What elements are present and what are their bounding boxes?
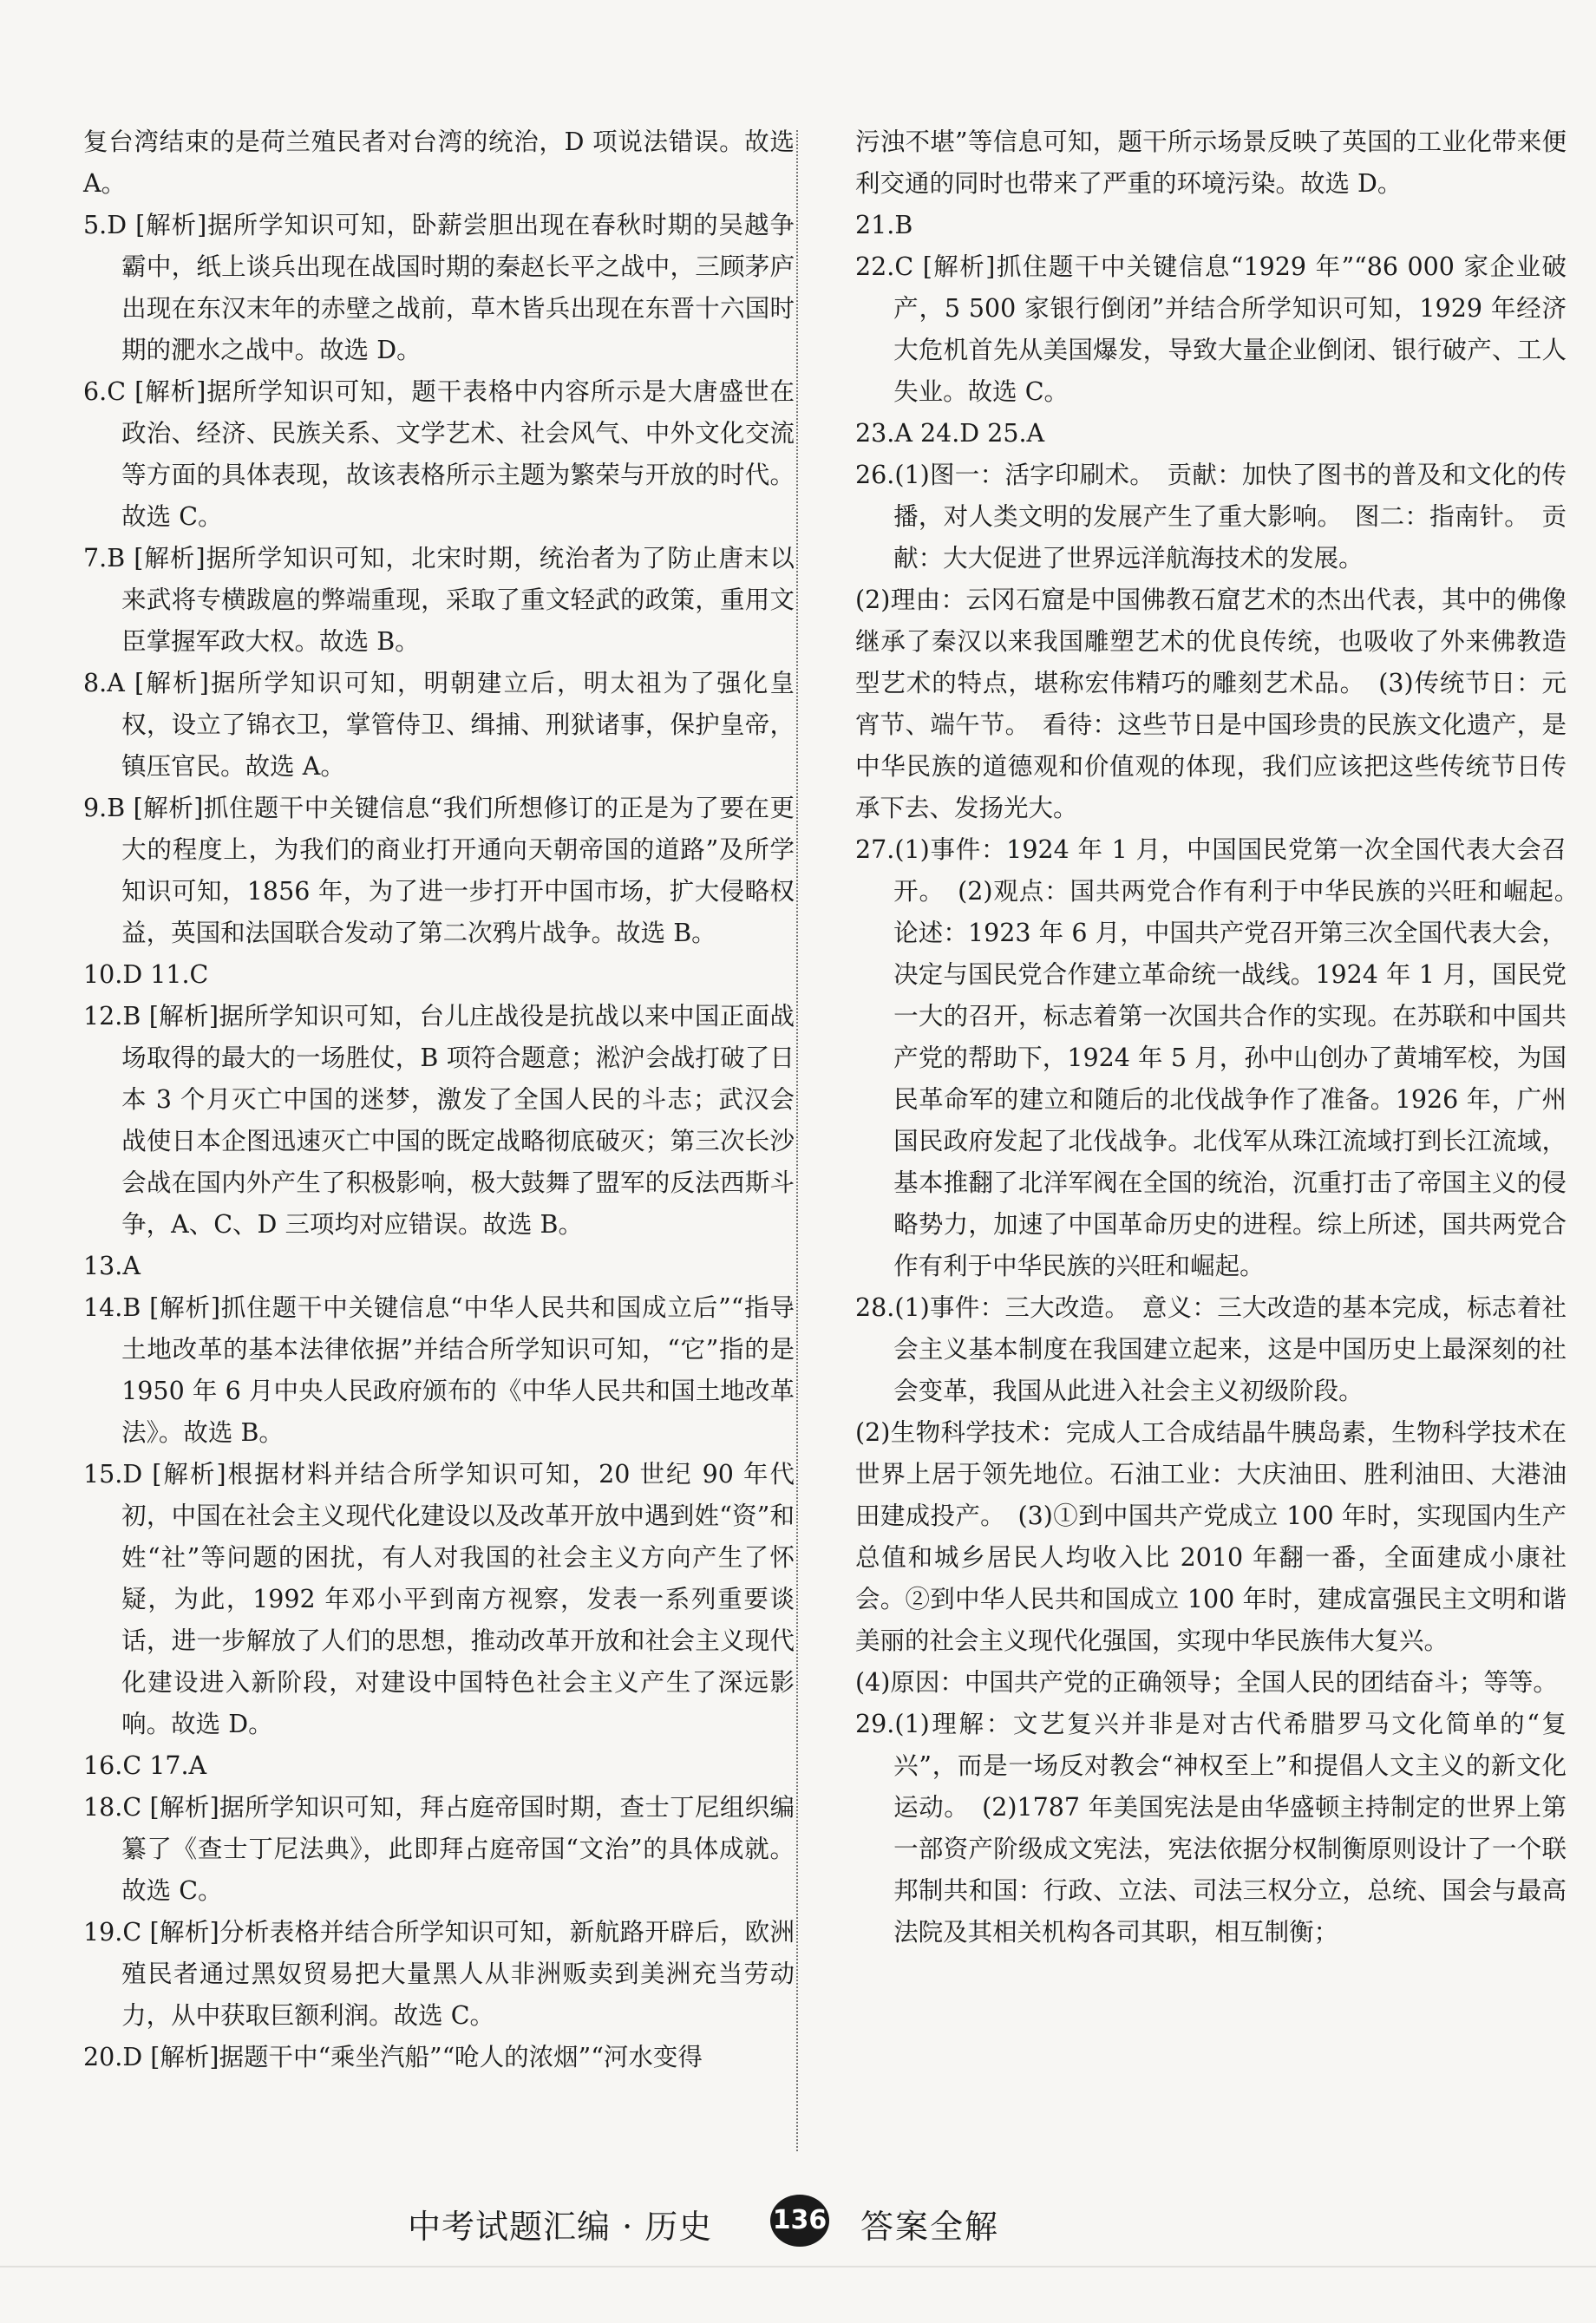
answer-entry: 28.(1)事件：三大改造。 意义：三大改造的基本完成，标志着社会主义基本制度在我国建立起来，这是中国历史上最深刻的社会变革，我国从此进入社会主义初级阶段。 bbox=[855, 1293, 1567, 1405]
answer-entry: 6.C [解析]据所学知识可知，题干表格中内容所示是大唐盛世在政治、经济、民族关系、文学艺术、社会风气、中外文化交流等方面的具体表现，故该表格所示主题为繁荣与开放的时代。故选 C。 bbox=[83, 377, 795, 531]
answer-entry: (2)理由：云冈石窟是中国佛教石窟艺术的杰出代表，其中的佛像继承了秦汉以来我国雕塑艺术的优良传统，也吸收了外来佛教造型艺术的特点，堪称宏伟精巧的雕刻艺术品。 (3)传统节日：元宵节、端午节。 看待：这些节日是中国珍贵的民族文化遗产，是中华民族的道德观和价值观的体现，我们应该把这些传统节日传承下去、发扬光大。 bbox=[855, 586, 1567, 822]
answer-entry: 13.A bbox=[83, 1252, 141, 1280]
book-title: 中考试题汇编 · 历史 bbox=[408, 2208, 713, 2246]
answer-entry: 复台湾结束的是荷兰殖民者对台湾的统治，D 项说法错误。故选 A。 bbox=[83, 128, 795, 198]
answer-entry: 16.C 17.A bbox=[83, 1751, 207, 1780]
section-title: 答案全解 bbox=[860, 2208, 1000, 2246]
answer-entry: 21.B bbox=[855, 211, 913, 239]
left-column bbox=[83, 121, 795, 2078]
bottom-edge bbox=[0, 2266, 1596, 2267]
page-footer bbox=[0, 2195, 1596, 2255]
answer-entry: (4)原因：中国共产党的正确领导；全国人民的团结奋斗；等等。 bbox=[855, 1668, 1558, 1697]
answer-entry: 26.(1)图一：活字印刷术。 贡献：加快了图书的普及和文化的传播，对人类文明的发展产生了重大影响。 图二：指南针。 贡献：大大促进了世界远洋航海技术的发展。 bbox=[855, 461, 1567, 573]
column-divider bbox=[796, 130, 798, 2151]
answer-entry: 23.A 24.D 25.A bbox=[855, 419, 1045, 448]
answer-entry: 18.C [解析]据所学知识可知，拜占庭帝国时期，查士丁尼组织编纂了《查士丁尼法典》，此即拜占庭帝国“文治”的具体成就。故选 C。 bbox=[83, 1793, 795, 1905]
answer-entry: 12.B [解析]据所学知识可知，台儿庄战役是抗战以来中国正面战场取得的最大的一场胜仗，B 项符合题意；淞沪会战打破了日本 3 个月灭亡中国的迷梦，激发了全国人民的斗志；武汉会战使日本企图迅速灭亡中国的既定战略彻底破灭；第三次长沙会战在国内外产生了积极影响，极大鼓舞了盟军的反法西斯斗争，A、C、D 三项均对应错误。故选 B。 bbox=[83, 1002, 795, 1239]
answer-entry: 7.B [解析]据所学知识可知，北宋时期，统治者为了防止唐末以来武将专横跋扈的弊端重现，采取了重文轻武的政策，重用文臣掌握军政大权。故选 B。 bbox=[83, 544, 795, 656]
answer-entry: 污浊不堪”等信息可知，题干所示场景反映了英国的工业化带来便利交通的同时也带来了严重的环境污染。故选 D。 bbox=[855, 128, 1567, 198]
answer-entry: 29.(1)理解：文艺复兴并非是对古代希腊罗马文化简单的“复兴”，而是一场反对教会“神权至上”和提倡人文主义的新文化运动。 (2)1787 年美国宪法是由华盛顿主持制定的世界上第一部资产阶级成文宪法，宪法依据分权制衡原则设计了一个联邦制共和国：行政、立法、司法三权分立，总统、国会与最高法院及其相关机构各司其职，相互制衡； bbox=[855, 1710, 1567, 1947]
answer-entry: 10.D 11.C bbox=[83, 960, 209, 989]
answer-entry: 9.B [解析]抓住题干中关键信息“我们所想修订的正是为了要在更大的程度上，为我们的商业打开通向天朝帝国的道路”及所学知识可知，1856 年，为了进一步打开中国市场，扩大侵略权益，英国和法国联合发动了第二次鸦片战争。故选 B。 bbox=[83, 794, 795, 947]
answer-entry: 8.A [解析]据所学知识可知，明朝建立后，明太祖为了强化皇权，设立了锦衣卫，掌管侍卫、缉捕、刑狱诸事，保护皇帝，镇压官民。故选 A。 bbox=[83, 669, 795, 781]
answer-entry: 22.C [解析]抓住题干中关键信息“1929 年”“86 000 家企业破产，5 500 家银行倒闭”并结合所学知识可知，1929 年经济大危机首先从美国爆发，导致大量企业倒闭、银行破产、工人失业。故选 C。 bbox=[855, 252, 1567, 406]
page-number: 136 bbox=[770, 2195, 829, 2247]
answer-entry: 15.D [解析]根据材料并结合所学知识可知，20 世纪 90 年代初，中国在社会主义现代化建设以及改革开放中遇到姓“资”和姓“社”等问题的困扰，有人对我国的社会主义方向产生了怀疑，为此，1992 年邓小平到南方视察，发表一系列重要谈话，进一步解放了人们的思想，推动改革开放和社会主义现代化建设进入新阶段，对建设中国特色社会主义产生了深远影响。故选 D。 bbox=[83, 1460, 795, 1738]
answer-entry: 14.B [解析]抓住题干中关键信息“中华人民共和国成立后”“指导土地改革的基本法律依据”并结合所学知识可知，“它”指的是 1950 年 6 月中央人民政府颁布的《中华人民共和国土地改革法》。故选 B。 bbox=[83, 1293, 795, 1447]
answer-entry: 27.(1)事件：1924 年 1 月，中国国民党第一次全国代表大会召开。 (2)观点：国共两党合作有利于中华民族的兴旺和崛起。 论述：1923 年 6 月，中国共产党召开第三次全国代表大会，决定与国民党合作建立革命统一战线。1924 年 1 月，国民党一大的召开，标志着第一次国共合作的实现。在苏联和中国共产党的帮助下，1924 年 5 月，孙中山创办了黄埔军校，为国民革命军的建立和随后的北伐战争作了准备。1926 年，广州国民政府发起了北伐战争。北伐军从珠江流域打到长江流域，基本推翻了北洋军阀在全国的统治，沉重打击了帝国主义的侵略势力，加速了中国革命历史的进程。综上所述，国共两党合作有利于中华民族的兴旺和崛起。 bbox=[855, 835, 1592, 1280]
answer-entry: 5.D [解析]据所学知识可知，卧薪尝胆出现在春秋时期的吴越争霸中，纸上谈兵出现在战国时期的秦赵长平之战中，三顾茅庐出现在东汉末年的赤壁之战前，草木皆兵出现在东晋十六国时期的淝水之战中。故选 D。 bbox=[83, 211, 795, 364]
answer-entry: 20.D [解析]据题干中“乘坐汽船”“呛人的浓烟”“河水变得 bbox=[83, 2043, 703, 2071]
answer-entry: 19.C [解析]分析表格并结合所学知识可知，新航路开辟后，欧洲殖民者通过黑奴贸易把大量黑人从非洲贩卖到美洲充当劳动力，从中获取巨额利润。故选 C。 bbox=[83, 1918, 795, 2030]
answer-entry: (2)生物科学技术：完成人工合成结晶牛胰岛素，生物科学技术在世界上居于领先地位。石油工业：大庆油田、胜利油田、大港油田建成投产。 (3)①到中国共产党成立 100 年时，实现国内生产总值和城乡居民人均收入比 2010 年翻一番，全面建成小康社会。②到中华人民共和国成立 100 年时，建成富强民主文明和谐美丽的社会主义现代化强国，实现中华民族伟大复兴。 bbox=[855, 1418, 1567, 1655]
right-column bbox=[855, 121, 1592, 1953]
